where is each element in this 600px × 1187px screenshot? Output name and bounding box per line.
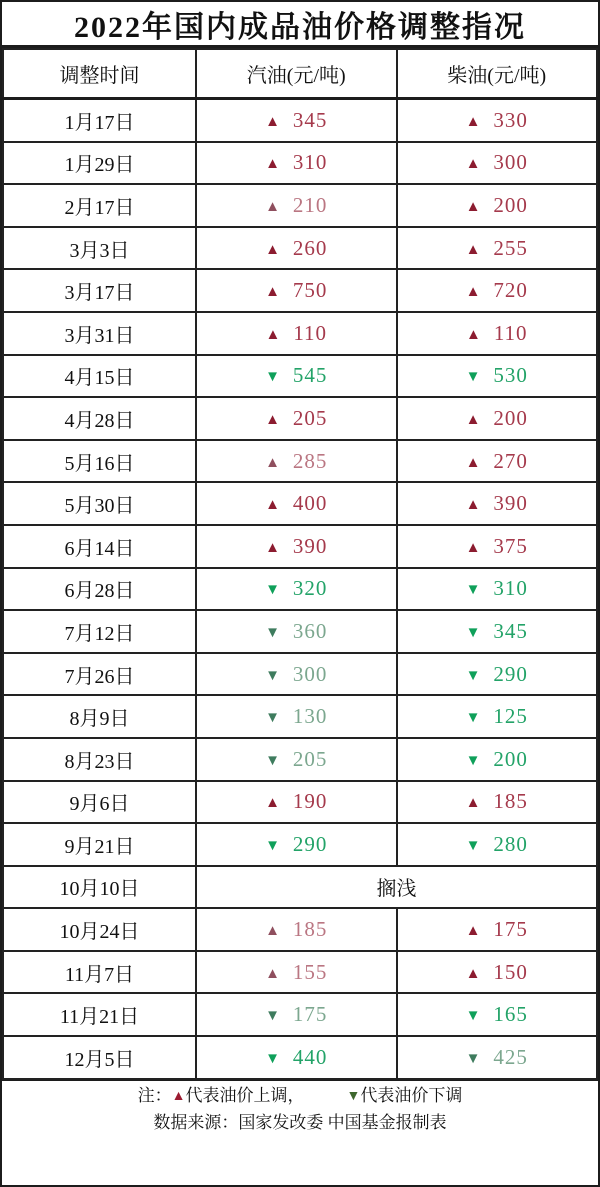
price-change-value: 750 bbox=[292, 278, 328, 303]
diesel-cell bbox=[397, 482, 598, 525]
date-cell: 4月15日 bbox=[3, 355, 196, 398]
price-change-value: 125 bbox=[493, 704, 528, 729]
price-change-value: 320 bbox=[292, 576, 328, 601]
diesel-cell bbox=[397, 568, 598, 611]
legend-down-text: 代表油价下调 bbox=[360, 1085, 463, 1105]
price-change-value: 300 bbox=[292, 661, 328, 686]
diesel-cell bbox=[397, 184, 598, 227]
gasoline-cell bbox=[196, 184, 397, 227]
diesel-cell bbox=[397, 525, 598, 568]
date-cell: 6月14日 bbox=[3, 525, 196, 568]
table-row bbox=[3, 610, 597, 653]
table-row bbox=[3, 525, 597, 568]
up-triangle-icon: ▲ bbox=[465, 326, 481, 343]
gasoline-cell bbox=[196, 1036, 397, 1079]
diesel-cell bbox=[397, 1036, 598, 1079]
up-triangle-icon: ▲ bbox=[265, 454, 280, 471]
gasoline-cell bbox=[196, 142, 397, 185]
down-triangle-icon: ▼ bbox=[265, 1050, 280, 1067]
table-row bbox=[3, 653, 597, 696]
up-triangle-icon: ▲ bbox=[465, 113, 481, 130]
table-row bbox=[3, 355, 597, 398]
price-change-value: 345 bbox=[493, 618, 528, 643]
price-change-value: 110 bbox=[293, 320, 328, 345]
price-change-value: 290 bbox=[292, 831, 328, 856]
price-change-value: 425 bbox=[493, 1044, 528, 1069]
price-change-value: 440 bbox=[292, 1044, 328, 1069]
header-gasoline: 汽油(元/吨) bbox=[196, 49, 397, 99]
down-triangle-icon: ▼ bbox=[465, 710, 481, 727]
price-change-value: 185 bbox=[292, 917, 328, 942]
up-triangle-icon: ▲ bbox=[465, 454, 481, 471]
date-cell: 9月21日 bbox=[3, 823, 196, 866]
diesel-cell bbox=[397, 653, 598, 696]
price-change-value: 345 bbox=[292, 107, 328, 132]
gasoline-cell bbox=[196, 823, 397, 866]
header-diesel: 柴油(元/吨) bbox=[397, 49, 598, 99]
gasoline-cell bbox=[196, 908, 397, 951]
gasoline-cell bbox=[196, 993, 397, 1036]
price-table-body bbox=[3, 99, 597, 1079]
down-triangle-icon: ▼ bbox=[265, 369, 280, 386]
price-change-value: 400 bbox=[292, 491, 328, 516]
price-change-value: 375 bbox=[493, 533, 528, 558]
price-change-value: 130 bbox=[292, 704, 328, 729]
down-triangle-icon: ▼ bbox=[265, 624, 280, 641]
data-source-line: 数据来源：国家发改委 中国基金报制表 bbox=[153, 1113, 447, 1133]
down-triangle-icon: ▼ bbox=[465, 752, 481, 769]
price-change-value: 280 bbox=[493, 831, 528, 856]
price-change-value: 530 bbox=[493, 363, 528, 388]
gasoline-cell bbox=[196, 738, 397, 781]
up-triangle-icon: ▲ bbox=[465, 923, 481, 940]
price-change-value: 330 bbox=[493, 107, 528, 132]
gasoline-cell bbox=[196, 397, 397, 440]
price-change-value: 260 bbox=[292, 235, 328, 260]
price-change-value: 545 bbox=[292, 363, 328, 388]
down-triangle-icon: ▼ bbox=[265, 752, 280, 769]
gasoline-cell bbox=[196, 695, 397, 738]
gasoline-cell bbox=[196, 227, 397, 270]
table-row bbox=[3, 908, 597, 951]
down-triangle-icon: ▼ bbox=[465, 369, 481, 386]
price-change-value: 290 bbox=[493, 661, 528, 686]
up-triangle-icon: ▲ bbox=[265, 411, 280, 428]
date-cell: 3月31日 bbox=[3, 312, 196, 355]
down-triangle-icon: ▼ bbox=[265, 1008, 280, 1025]
date-cell: 5月16日 bbox=[3, 440, 196, 483]
price-table bbox=[2, 48, 598, 1080]
date-cell: 2月17日 bbox=[3, 184, 196, 227]
date-cell: 5月30日 bbox=[3, 482, 196, 525]
up-triangle-icon: ▲ bbox=[465, 497, 481, 514]
diesel-cell bbox=[397, 738, 598, 781]
gasoline-cell bbox=[196, 568, 397, 611]
diesel-cell bbox=[397, 610, 598, 653]
gasoline-cell bbox=[196, 269, 397, 312]
down-triangle-icon: ▼ bbox=[265, 582, 280, 599]
date-cell: 3月17日 bbox=[3, 269, 196, 312]
table-row bbox=[3, 397, 597, 440]
gasoline-cell bbox=[196, 610, 397, 653]
date-cell: 10月24日 bbox=[3, 908, 196, 951]
price-change-value: 390 bbox=[292, 533, 328, 558]
diesel-cell bbox=[397, 440, 598, 483]
gasoline-cell bbox=[196, 482, 397, 525]
diesel-cell bbox=[397, 269, 598, 312]
gasoline-cell bbox=[196, 312, 397, 355]
date-cell: 10月10日 bbox=[3, 866, 196, 909]
up-triangle-icon: ▲ bbox=[265, 539, 280, 556]
gasoline-cell bbox=[196, 525, 397, 568]
table-row bbox=[3, 269, 597, 312]
price-change-value: 150 bbox=[493, 959, 528, 984]
price-change-value: 185 bbox=[493, 789, 528, 814]
price-change-value: 285 bbox=[292, 448, 328, 473]
stranded-cell: 搁浅 bbox=[196, 866, 597, 909]
table-row bbox=[3, 227, 597, 270]
price-change-value: 205 bbox=[292, 405, 328, 430]
table-row bbox=[3, 568, 597, 611]
price-change-value: 200 bbox=[493, 192, 528, 217]
down-triangle-icon: ▼ bbox=[465, 1050, 481, 1067]
date-cell: 6月28日 bbox=[3, 568, 196, 611]
table-row bbox=[3, 993, 597, 1036]
legend-up-triangle-icon: ▲ bbox=[171, 1088, 186, 1104]
up-triangle-icon: ▲ bbox=[265, 198, 280, 215]
table-row bbox=[3, 184, 597, 227]
table-row bbox=[3, 823, 597, 866]
diesel-cell bbox=[397, 312, 598, 355]
price-change-value: 210 bbox=[292, 192, 328, 217]
down-triangle-icon: ▼ bbox=[265, 837, 280, 854]
price-change-value: 300 bbox=[493, 150, 528, 175]
diesel-cell bbox=[397, 781, 598, 824]
gasoline-cell bbox=[196, 355, 397, 398]
table-footer bbox=[2, 1080, 598, 1138]
up-triangle-icon: ▲ bbox=[265, 795, 280, 812]
down-triangle-icon: ▼ bbox=[465, 582, 481, 599]
table-row bbox=[3, 695, 597, 738]
up-triangle-icon: ▲ bbox=[465, 241, 481, 258]
date-cell: 7月12日 bbox=[3, 610, 196, 653]
price-change-value: 720 bbox=[493, 278, 528, 303]
date-cell: 1月17日 bbox=[3, 99, 196, 142]
down-triangle-icon: ▼ bbox=[465, 667, 481, 684]
price-change-value: 200 bbox=[493, 405, 528, 430]
down-triangle-icon: ▼ bbox=[265, 710, 280, 727]
page-title: 2022年国内成品油价格调整指况 bbox=[2, 2, 598, 48]
date-cell: 11月21日 bbox=[3, 993, 196, 1036]
up-triangle-icon: ▲ bbox=[265, 497, 280, 514]
table-row bbox=[3, 781, 597, 824]
table-row bbox=[3, 142, 597, 185]
header-time: 调整时间 bbox=[3, 49, 196, 99]
diesel-cell bbox=[397, 993, 598, 1036]
up-triangle-icon: ▲ bbox=[265, 923, 280, 940]
date-cell: 3月3日 bbox=[3, 227, 196, 270]
up-triangle-icon: ▲ bbox=[465, 795, 481, 812]
date-cell: 8月23日 bbox=[3, 738, 196, 781]
price-change-value: 360 bbox=[292, 618, 328, 643]
diesel-cell bbox=[397, 227, 598, 270]
price-change-value: 310 bbox=[292, 150, 328, 175]
diesel-cell bbox=[397, 355, 598, 398]
date-cell: 7月26日 bbox=[3, 653, 196, 696]
table-row bbox=[3, 482, 597, 525]
up-triangle-icon: ▲ bbox=[465, 284, 481, 301]
up-triangle-icon: ▲ bbox=[265, 156, 280, 173]
up-triangle-icon: ▲ bbox=[265, 241, 280, 258]
price-change-value: 165 bbox=[493, 1002, 528, 1027]
gasoline-cell bbox=[196, 951, 397, 994]
gasoline-cell bbox=[196, 653, 397, 696]
legend-down-triangle-icon: ▼ bbox=[346, 1088, 361, 1104]
up-triangle-icon: ▲ bbox=[465, 411, 481, 428]
price-change-value: 390 bbox=[493, 491, 528, 516]
price-change-value: 110 bbox=[493, 320, 528, 345]
table-row bbox=[3, 951, 597, 994]
diesel-cell bbox=[397, 823, 598, 866]
price-change-value: 310 bbox=[493, 576, 528, 601]
gasoline-cell bbox=[196, 99, 397, 142]
down-triangle-icon: ▼ bbox=[465, 1008, 481, 1025]
date-cell: 11月7日 bbox=[3, 951, 196, 994]
legend-note-prefix: 注： bbox=[137, 1085, 172, 1105]
table-row bbox=[3, 312, 597, 355]
date-cell: 1月29日 bbox=[3, 142, 196, 185]
table-row bbox=[3, 1036, 597, 1079]
up-triangle-icon: ▲ bbox=[265, 326, 281, 343]
up-triangle-icon: ▲ bbox=[465, 198, 481, 215]
price-change-value: 200 bbox=[493, 746, 528, 771]
up-triangle-icon: ▲ bbox=[265, 113, 280, 130]
date-cell: 8月9日 bbox=[3, 695, 196, 738]
table-header-row bbox=[3, 49, 597, 99]
up-triangle-icon: ▲ bbox=[265, 965, 280, 982]
diesel-cell bbox=[397, 142, 598, 185]
table-row-stranded bbox=[3, 866, 597, 909]
down-triangle-icon: ▼ bbox=[265, 667, 280, 684]
table-row bbox=[3, 440, 597, 483]
up-triangle-icon: ▲ bbox=[465, 539, 481, 556]
gasoline-cell bbox=[196, 781, 397, 824]
price-change-value: 205 bbox=[292, 746, 328, 771]
up-triangle-icon: ▲ bbox=[265, 284, 280, 301]
diesel-cell bbox=[397, 908, 598, 951]
price-change-value: 270 bbox=[493, 448, 528, 473]
table-row bbox=[3, 738, 597, 781]
diesel-cell bbox=[397, 951, 598, 994]
price-change-value: 155 bbox=[292, 959, 328, 984]
gasoline-cell bbox=[196, 440, 397, 483]
legend-line bbox=[138, 1082, 463, 1109]
price-change-value: 175 bbox=[292, 1002, 328, 1027]
legend-up-text: 代表油价上调， bbox=[185, 1085, 305, 1105]
up-triangle-icon: ▲ bbox=[465, 965, 481, 982]
date-cell: 4月28日 bbox=[3, 397, 196, 440]
up-triangle-icon: ▲ bbox=[465, 156, 481, 173]
down-triangle-icon: ▼ bbox=[465, 837, 481, 854]
price-change-value: 175 bbox=[493, 917, 528, 942]
diesel-cell bbox=[397, 99, 598, 142]
price-change-value: 190 bbox=[292, 789, 328, 814]
price-change-value: 255 bbox=[493, 235, 528, 260]
date-cell: 9月6日 bbox=[3, 781, 196, 824]
table-row bbox=[3, 99, 597, 142]
diesel-cell bbox=[397, 695, 598, 738]
diesel-cell bbox=[397, 397, 598, 440]
down-triangle-icon: ▼ bbox=[465, 624, 481, 641]
date-cell: 12月5日 bbox=[3, 1036, 196, 1079]
